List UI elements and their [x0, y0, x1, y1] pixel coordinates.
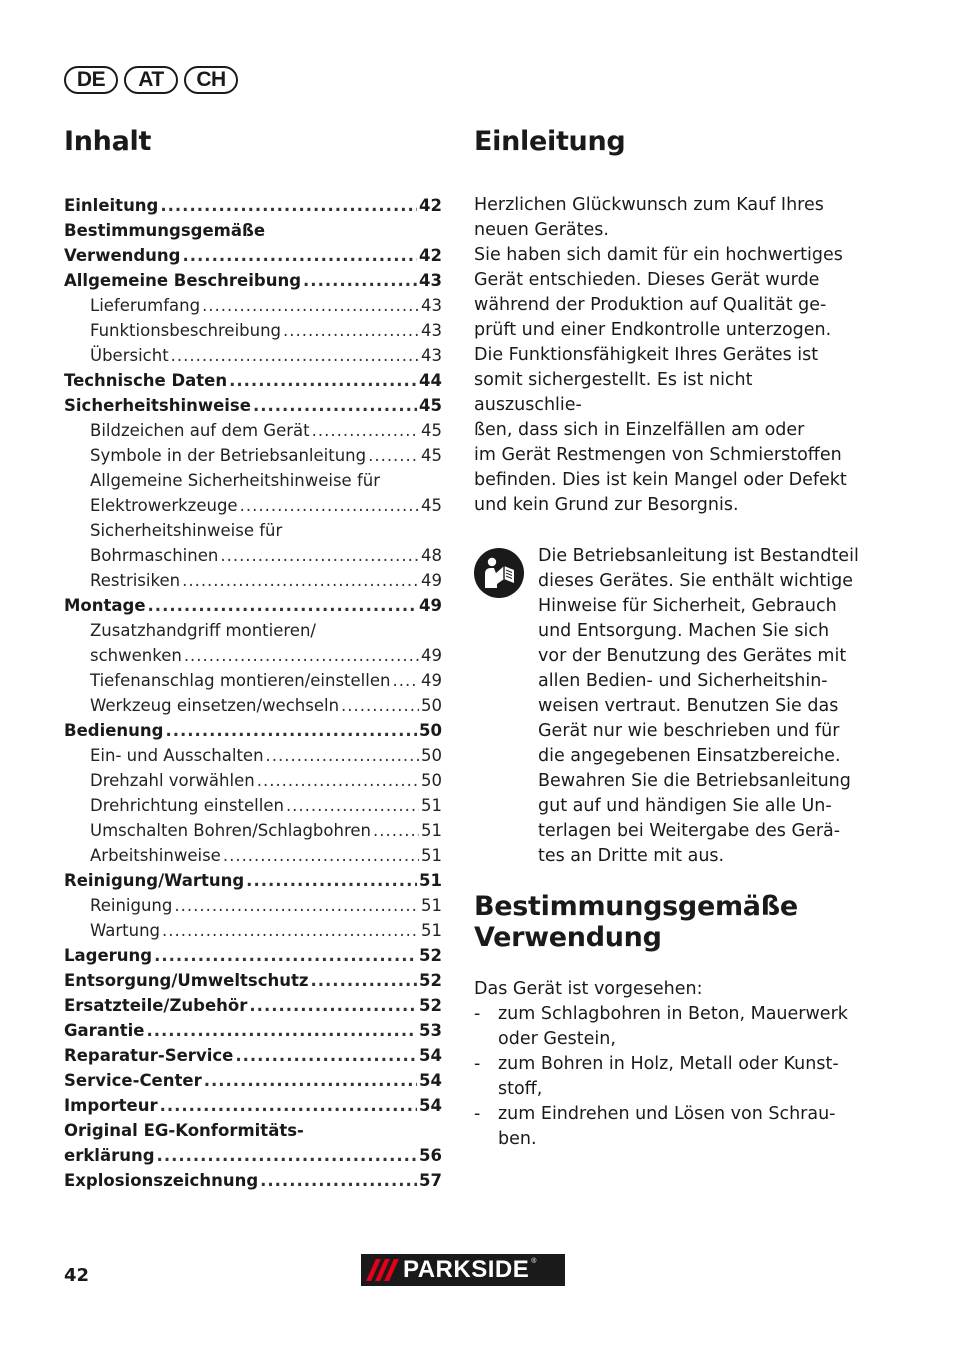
toc-entry	[64, 1168, 442, 1193]
toc-entry-page: 52	[419, 971, 442, 990]
text-line: während der Produktion auf Qualität ge-	[474, 295, 827, 315]
toc-entry-title: Drehrichtung einstellen	[90, 796, 284, 815]
toc-entry-page: 54	[419, 1071, 442, 1090]
language-badges	[64, 66, 238, 94]
toc-entry-page: 50	[419, 721, 442, 740]
toc-entry	[64, 243, 442, 268]
toc-entry-title: Symbole in der Betriebsanleitung	[90, 446, 367, 465]
toc-entry	[64, 1118, 442, 1143]
text-line: Die Funktionsfähigkeit Ihres Gerätes ist	[474, 345, 819, 365]
toc-entry-title: Tiefenanschlag montieren/einstellen	[90, 671, 391, 690]
text-line: die angegebenen Einsatzbereiche.	[538, 746, 841, 766]
toc-leader-dots	[312, 418, 419, 443]
content-column	[474, 126, 864, 1152]
text-line: Herzlichen Glückwunsch zum Kauf Ihres	[474, 195, 824, 215]
toc-entry-page: 45	[419, 396, 442, 415]
list-item	[474, 1052, 864, 1102]
toc-entry-title: schwenken	[90, 646, 182, 665]
toc-entry	[64, 468, 442, 493]
toc-entry-title: Elektrowerkzeuge	[90, 496, 238, 515]
toc-entry-page: 43	[421, 296, 442, 315]
toc-leader-dots	[283, 318, 419, 343]
text-line: und kein Grund zur Besorgnis.	[474, 495, 739, 515]
toc-list	[64, 193, 442, 1193]
toc-entry-page: 42	[419, 196, 442, 215]
toc-leader-dots	[204, 1068, 417, 1093]
list-item-line: zum Bohren in Holz, Metall oder Kunst-	[498, 1054, 839, 1074]
text-line: Gerät nur wie beschrieben und für	[538, 721, 840, 741]
toc-entry-title: Lagerung	[64, 946, 153, 965]
toc-entry	[64, 1043, 442, 1068]
toc-leader-dots	[260, 1168, 417, 1193]
toc-entry	[64, 393, 442, 418]
toc-leader-dots	[183, 243, 418, 268]
toc-leader-dots	[235, 1043, 417, 1068]
toc-entry-page: 45	[421, 421, 442, 440]
toc-entry-title: Sicherheitshinweise	[64, 396, 251, 415]
toc-entry-title: Bedienung	[64, 721, 164, 740]
toc-entry-page: 51	[421, 921, 442, 940]
toc-entry-page: 53	[419, 1021, 442, 1040]
text-line: neuen Gerätes.	[474, 220, 609, 240]
toc-entry-page: 49	[421, 571, 442, 590]
section-title-verwendung-line2: Verwendung	[474, 922, 662, 953]
toc-entry-title: Lieferumfang	[90, 296, 201, 315]
toc-entry-page: 54	[419, 1096, 442, 1115]
toc-entry	[64, 443, 442, 468]
toc-leader-dots	[303, 268, 417, 293]
toc-leader-dots	[165, 718, 417, 743]
toc-entry-title: Allgemeine Sicherheitshinweise für	[90, 471, 381, 490]
toc-entry-page: 51	[421, 821, 442, 840]
manual-note	[474, 544, 864, 869]
toc-leader-dots	[286, 793, 419, 818]
toc-entry-page: 49	[421, 671, 442, 690]
toc-entry	[64, 593, 442, 618]
toc-entry-page: 45	[421, 496, 442, 515]
toc-leader-dots	[174, 893, 419, 918]
toc-entry-title: Übersicht	[90, 346, 169, 365]
text-line: prüft und einer Endkontrolle unterzogen.	[474, 320, 832, 340]
toc-entry-page: 51	[419, 871, 442, 890]
toc-entry	[64, 868, 442, 893]
text-line: Gerät entschieden. Dieses Gerät wurde	[474, 270, 820, 290]
toc-entry-page: 50	[421, 746, 442, 765]
toc-entry-page: 49	[419, 596, 442, 615]
toc-entry-title: Reparatur-Service	[64, 1046, 234, 1065]
toc-entry-title: Funktionsbeschreibung	[90, 321, 282, 340]
text-line: vor der Benutzung des Gerätes mit	[538, 646, 847, 666]
toc-entry	[64, 993, 442, 1018]
toc-leader-dots	[246, 868, 417, 893]
toc-entry-title: Zusatzhandgriff montieren/	[90, 621, 316, 640]
toc-entry-title: Ersatzteile/Zubehör	[64, 996, 248, 1015]
toc-entry	[64, 1093, 442, 1118]
list-item-line: zum Eindrehen und Lösen von Schrau-	[498, 1104, 836, 1124]
text-line: Die Betriebsanleitung ist Bestandteil	[538, 546, 859, 566]
toc-entry	[64, 818, 442, 843]
toc-entry	[64, 218, 442, 243]
toc-entry-page: 43	[419, 271, 442, 290]
toc-entry	[64, 568, 442, 593]
list-item-line: stoff,	[498, 1079, 543, 1099]
toc-entry	[64, 793, 442, 818]
toc-entry	[64, 543, 442, 568]
toc-entry-title: Umschalten Bohren/Schlagbohren	[90, 821, 371, 840]
text-line: befinden. Dies ist kein Mangel oder Defekt	[474, 470, 847, 490]
read-manual-icon	[474, 548, 524, 598]
toc-leader-dots	[162, 918, 419, 943]
use-bullet-list	[474, 1002, 864, 1152]
toc-entry	[64, 268, 442, 293]
toc-leader-dots	[148, 593, 418, 618]
toc-entry-title: erklärung	[64, 1146, 155, 1165]
list-item	[474, 1102, 864, 1152]
text-line: somit sichergestellt. Es ist nicht auszuschlie-	[474, 370, 753, 415]
toc-entry-page: 50	[421, 771, 442, 790]
toc-leader-dots	[160, 1093, 417, 1118]
toc-entry-page: 43	[421, 321, 442, 340]
toc-entry	[64, 518, 442, 543]
use-intro: Das Gerät ist vorgesehen:	[474, 979, 703, 999]
toc-entry-page: 57	[419, 1171, 442, 1190]
toc-entry-title: Allgemeine Beschreibung	[64, 271, 302, 290]
table-of-contents	[64, 126, 442, 1193]
logo-registered-mark: ®	[531, 1258, 537, 1265]
text-line: dieses Gerätes. Sie enthält wichtige	[538, 571, 854, 591]
text-line: ßen, dass sich in Einzelfällen am oder	[474, 420, 805, 440]
toc-entry-page: 44	[419, 371, 442, 390]
toc-leader-dots	[368, 443, 419, 468]
toc-entry	[64, 768, 442, 793]
toc-leader-dots	[157, 1143, 417, 1168]
toc-entry-page: 49	[421, 646, 442, 665]
toc-entry-page: 43	[421, 346, 442, 365]
toc-entry-title: Einleitung	[64, 196, 159, 215]
toc-entry	[64, 618, 442, 643]
toc-entry	[64, 343, 442, 368]
list-item-line: ben.	[498, 1129, 537, 1149]
text-line: Hinweise für Sicherheit, Gebrauch	[538, 596, 837, 616]
toc-leader-dots	[160, 193, 417, 218]
toc-entry	[64, 493, 442, 518]
page-number: 42	[64, 1265, 90, 1286]
toc-leader-dots	[171, 343, 419, 368]
toc-entry-title: Original EG-Konformitäts-	[64, 1121, 304, 1140]
toc-leader-dots	[202, 293, 419, 318]
toc-entry-title: Verwendung	[64, 246, 181, 265]
toc-entry-page: 51	[421, 896, 442, 915]
toc-entry	[64, 718, 442, 743]
toc-leader-dots	[146, 1018, 417, 1043]
toc-entry-title: Reinigung	[90, 896, 173, 915]
toc-entry	[64, 943, 442, 968]
text-line: tes an Dritte mit aus.	[538, 846, 725, 866]
toc-leader-dots	[240, 493, 419, 518]
text-line: und Entsorgung. Machen Sie sich	[538, 621, 830, 641]
toc-leader-dots	[154, 943, 417, 968]
parkside-logo	[361, 1254, 565, 1286]
toc-entry	[64, 1068, 442, 1093]
toc-entry-page: 42	[419, 246, 442, 265]
text-line: gut auf und händigen Sie alle Un-	[538, 796, 832, 816]
toc-entry-page: 54	[419, 1046, 442, 1065]
toc-leader-dots	[253, 393, 417, 418]
toc-entry-title: Bildzeichen auf dem Gerät	[90, 421, 310, 440]
toc-entry	[64, 318, 442, 343]
text-line: Sie haben sich damit für ein hochwertiges	[474, 245, 843, 265]
toc-leader-dots	[184, 643, 419, 668]
toc-entry-page: 50	[421, 696, 442, 715]
toc-entry	[64, 418, 442, 443]
toc-leader-dots	[341, 693, 419, 718]
toc-entry	[64, 193, 442, 218]
toc-leader-dots	[311, 968, 418, 993]
note-text	[538, 544, 864, 869]
text-line: terlagen bei Weitergabe des Gerä-	[538, 821, 841, 841]
toc-entry-title: Montage	[64, 596, 146, 615]
toc-entry	[64, 743, 442, 768]
toc-entry-page: 45	[421, 446, 442, 465]
toc-leader-dots	[249, 993, 417, 1018]
toc-entry-title: Restrisiken	[90, 571, 181, 590]
toc-entry-title: Arbeitshinweise	[90, 846, 221, 865]
toc-entry-title: Wartung	[90, 921, 161, 940]
toc-leader-dots	[220, 543, 419, 568]
toc-entry	[64, 643, 442, 668]
toc-entry	[64, 293, 442, 318]
toc-entry-page: 48	[421, 546, 442, 565]
toc-entry-page: 51	[421, 796, 442, 815]
toc-leader-dots	[229, 368, 417, 393]
toc-entry	[64, 918, 442, 943]
toc-entry	[64, 1143, 442, 1168]
toc-entry	[64, 843, 442, 868]
section-title-verwendung-line1: Bestimmungsgemäße	[474, 891, 798, 922]
toc-leader-dots	[373, 818, 419, 843]
toc-leader-dots	[182, 568, 419, 593]
toc-entry-title: Technische Daten	[64, 371, 228, 390]
toc-entry-title: Bestimmungsgemäße	[64, 221, 266, 240]
text-line: weisen vertraut. Benutzen Sie das	[538, 696, 839, 716]
intro-paragraph	[474, 193, 864, 518]
section-title-verwendung	[474, 891, 864, 953]
toc-entry-title: Service-Center	[64, 1071, 202, 1090]
text-line: allen Bedien- und Sicherheitshin-	[538, 671, 828, 691]
toc-entry-title: Bohrmaschinen	[90, 546, 219, 565]
text-line: im Gerät Restmengen von Schmierstoffen	[474, 445, 842, 465]
toc-entry-page: 56	[419, 1146, 442, 1165]
toc-leader-dots	[257, 768, 419, 793]
logo-stripes-icon	[361, 1254, 401, 1286]
toc-entry	[64, 693, 442, 718]
language-badge-at: AT	[124, 66, 178, 94]
toc-leader-dots	[392, 668, 419, 693]
toc-entry-title: Entsorgung/Umweltschutz	[64, 971, 309, 990]
toc-entry-page: 51	[421, 846, 442, 865]
toc-entry-page: 52	[419, 946, 442, 965]
language-badge-de: DE	[64, 66, 118, 94]
toc-title: Inhalt	[64, 126, 152, 157]
toc-leader-dots	[266, 743, 419, 768]
logo-brand-text: PARKSIDE	[403, 1256, 530, 1283]
list-item-line: zum Schlagbohren in Beton, Mauerwerk	[498, 1004, 848, 1024]
toc-entry	[64, 1018, 442, 1043]
toc-entry	[64, 968, 442, 993]
toc-entry	[64, 668, 442, 693]
toc-entry-title: Explosionszeichnung	[64, 1171, 259, 1190]
language-badge-ch: CH	[184, 66, 238, 94]
toc-entry-title: Werkzeug einsetzen/wechseln	[90, 696, 340, 715]
toc-entry-page: 52	[419, 996, 442, 1015]
toc-entry-title: Importeur	[64, 1096, 158, 1115]
toc-entry-title: Sicherheitshinweise für	[90, 521, 283, 540]
toc-leader-dots	[223, 843, 419, 868]
toc-entry-title: Reinigung/Wartung	[64, 871, 245, 890]
list-item	[474, 1002, 864, 1052]
toc-entry-title: Drehzahl vorwählen	[90, 771, 255, 790]
toc-entry	[64, 893, 442, 918]
toc-entry	[64, 368, 442, 393]
text-line: Bewahren Sie die Betriebsanleitung	[538, 771, 851, 791]
list-item-line: oder Gestein,	[498, 1029, 616, 1049]
toc-entry-title: Garantie	[64, 1021, 145, 1040]
section-title-einleitung: Einleitung	[474, 126, 626, 157]
toc-entry-title: Ein- und Ausschalten	[90, 746, 264, 765]
